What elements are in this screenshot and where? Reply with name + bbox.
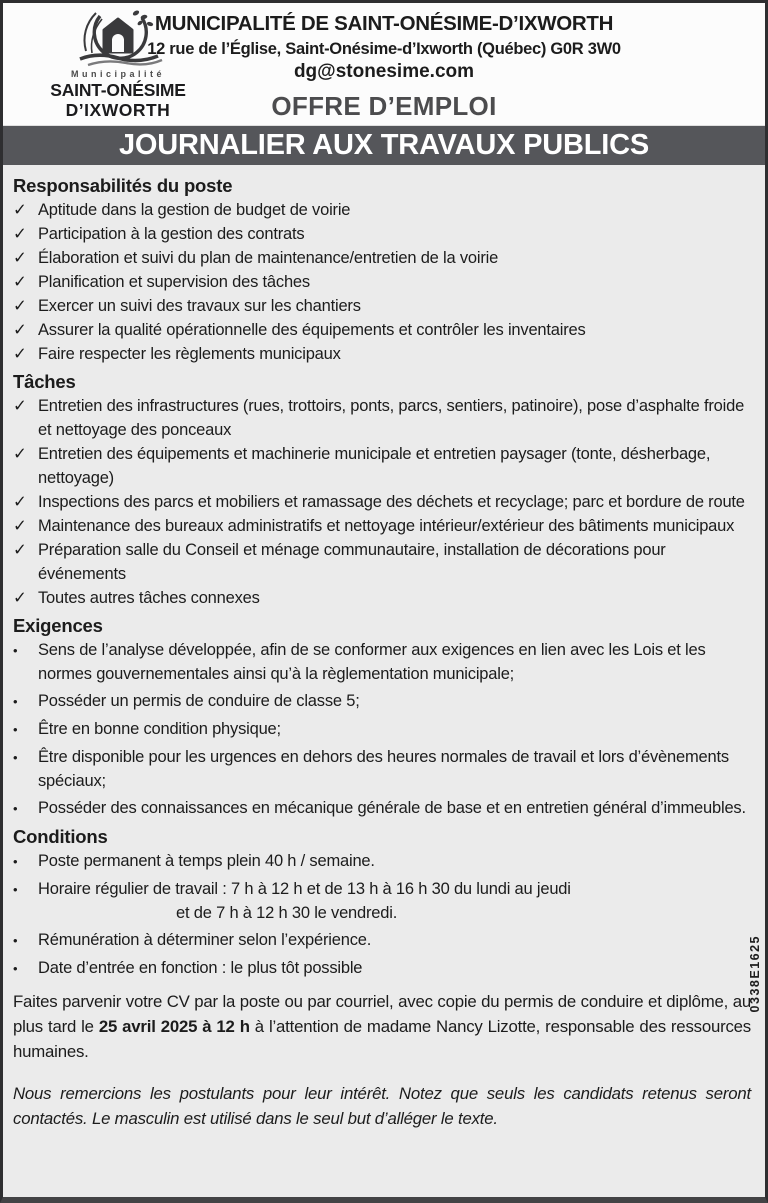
check-item: ✓ Exercer un suivi des travaux sur les chantiers: [13, 294, 753, 318]
job-title-banner: [3, 126, 765, 165]
logo-caption: Municipalité: [70, 69, 165, 79]
check-item: ✓ Participation à la gestion des contrats: [13, 222, 753, 246]
ad-body: [3, 165, 765, 1131]
bullet-icon: •: [13, 722, 18, 737]
bullet-item: • Posséder un permis de conduire de classe 5;: [13, 689, 753, 714]
offer-title: OFFRE D’EMPLOI: [271, 91, 497, 121]
responsibilities-list: [13, 198, 753, 366]
bullet-icon: •: [13, 750, 18, 765]
section-heading-requirements: Exigences: [13, 615, 103, 636]
house-logo-icon: [17, 7, 219, 69]
bullet-item: • Être disponible pour les urgences en dehors des heures normales de travail et lors d’évènements spéciaux;: [13, 745, 753, 793]
checkmark-icon: ✓: [13, 397, 27, 415]
checkmark-icon: ✓: [13, 201, 27, 219]
checkmark-icon: ✓: [13, 493, 27, 511]
section-heading-conditions: Conditions: [13, 826, 108, 847]
bullet-item: • Rémunération à déterminer selon l’expérience.: [13, 928, 753, 953]
application-instructions: Faites parvenir votre CV par la poste ou par courriel, avec copie du permis de conduire et diplôme, au plus tard le 25 avril 2025 à 12 h à l’attention de madame Nancy Lizotte, responsable des ressources humaines.: [13, 992, 751, 1061]
check-item: ✓ Planification et supervision des tâches: [13, 270, 753, 294]
tasks-list: [13, 394, 753, 610]
checkmark-icon: ✓: [13, 273, 27, 291]
bullet-icon: •: [13, 933, 18, 948]
bullet-icon: •: [13, 854, 18, 869]
check-item: ✓ Entretien des équipements et machinerie municipale et entretien paysager (tonte, désherbage, nettoyage): [13, 442, 753, 490]
checkmark-icon: ✓: [13, 249, 27, 267]
deadline: 25 avril 2025 à 12 h: [98, 1017, 250, 1036]
thank-you-note: Nous remercions les postulants pour leur intérêt. Notez que seuls les candidats retenus seront contactés. Le masculin est utilisé dans le seul but d’alléger le texte.: [13, 1083, 751, 1128]
bullet-icon: •: [13, 694, 18, 709]
logo-name-line1: SAINT-ONÉSIME: [50, 80, 186, 100]
check-item: ✓ Aptitude dans la gestion de budget de voirie: [13, 198, 753, 222]
organization-name: MUNICIPALITÉ DE SAINT-ONÉSIME-D’IXWORTH: [154, 12, 614, 35]
bullet-item: [13, 877, 753, 925]
address-line: 12 rue de l’Église, Saint-Onésime-d’Ixworth (Québec) G0R 3W0: [147, 40, 621, 58]
checkmark-icon: ✓: [13, 541, 27, 559]
bullet-icon: •: [13, 801, 18, 816]
bullet-icon: •: [13, 882, 18, 897]
bullet-item: • Posséder des connaissances en mécanique générale de base et en entretien général d’immeubles.: [13, 796, 753, 821]
check-item: ✓ Maintenance des bureaux administratifs et nettoyage intérieur/extérieur des bâtiments municipaux: [13, 514, 753, 538]
check-item: ✓ Élaboration et suivi du plan de maintenance/entretien de la voirie: [13, 246, 753, 270]
conditions-list: [13, 849, 753, 981]
check-item: ✓ Toutes autres tâches connexes: [13, 586, 753, 610]
checkmark-icon: ✓: [13, 345, 27, 363]
schedule-line1: Horaire régulier de travail : 7 h à 12 h et de 13 h à 16 h 30 du lundi au jeudi: [38, 880, 571, 898]
checkmark-icon: ✓: [13, 589, 27, 607]
checkmark-icon: ✓: [13, 321, 27, 339]
bullet-icon: •: [13, 643, 18, 658]
bullet-item: • Être en bonne condition physique;: [13, 717, 753, 742]
bullet-item: • Poste permanent à temps plein 40 h / semaine.: [13, 849, 753, 874]
requirements-list: [13, 638, 753, 821]
checkmark-icon: ✓: [13, 445, 27, 463]
checkmark-icon: ✓: [13, 297, 27, 315]
check-item: ✓ Entretien des infrastructures (rues, trottoirs, ponts, parcs, sentiers, patinoire), pose d’asphalte froide et nettoyage des ponceaux: [13, 394, 753, 442]
bullet-item: • Sens de l’analyse développée, afin de se conformer aux exigences en lien avec les Lois et les normes gouvernementales ainsi qu’à la règlementation municipale;: [13, 638, 753, 686]
checkmark-icon: ✓: [13, 225, 27, 243]
bullet-item: • Date d’entrée en fonction : le plus tôt possible: [13, 956, 753, 981]
ad-reference-code: 0338E1625: [748, 935, 762, 1013]
header: [3, 3, 765, 126]
section-heading-responsibilities: Responsabilités du poste: [13, 175, 233, 196]
municipality-logo: [17, 7, 219, 119]
logo-name-line2: D’IXWORTH: [65, 99, 171, 120]
schedule-line2: et de 7 h à 12 h 30 le vendredi.: [176, 904, 398, 922]
job-title: JOURNALIER AUX TRAVAUX PUBLICS: [119, 129, 649, 161]
email-address: dg@stonesime.com: [293, 61, 475, 82]
check-item: ✓ Faire respecter les règlements municipaux: [13, 342, 753, 366]
check-item: ✓ Préparation salle du Conseil et ménage communautaire, installation de décorations pour événements: [13, 538, 753, 586]
check-item: ✓ Inspections des parcs et mobiliers et ramassage des déchets et recyclage; parc et bordure de route: [13, 490, 753, 514]
section-heading-tasks: Tâches: [13, 371, 76, 392]
check-item: ✓ Assurer la qualité opérationnelle des équipements et contrôler les inventaires: [13, 318, 753, 342]
bullet-icon: •: [13, 961, 18, 976]
checkmark-icon: ✓: [13, 517, 27, 535]
